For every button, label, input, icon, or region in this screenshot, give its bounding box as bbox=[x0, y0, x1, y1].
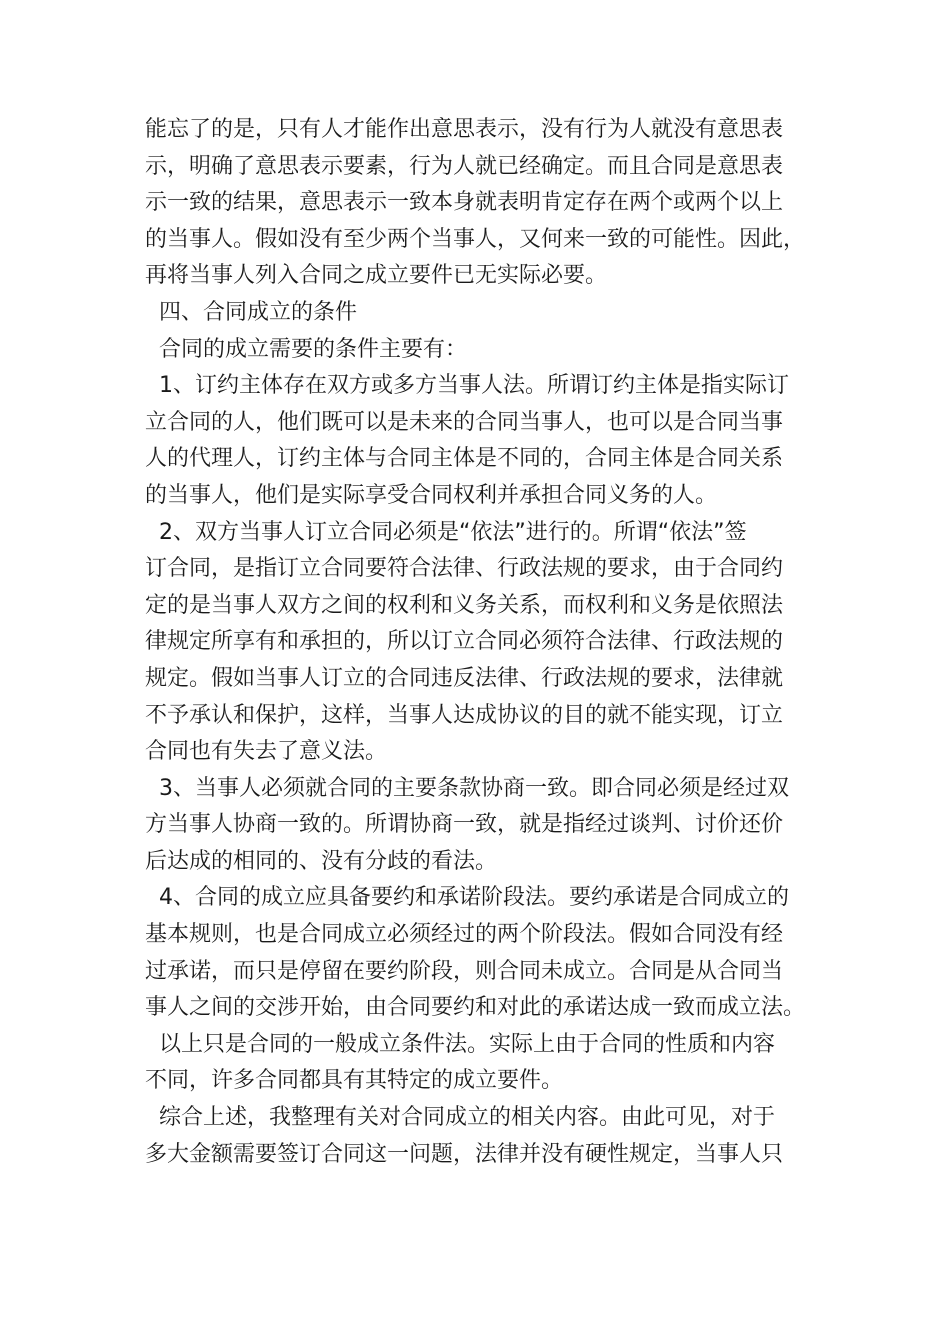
text-line: 再将当事人列入合同之成立要件已无实际必要。 bbox=[145, 263, 608, 289]
text-line: 能忘了的是，只有人才能作出意思表示，没有行为人就没有意思表 bbox=[145, 117, 784, 142]
text-line: 的当事人，他们是实际享受合同权利并承担合同义务的人。 bbox=[145, 482, 718, 508]
text-line: 人的代理人，订约主体与合同主体是不同的，合同主体是合同关系 bbox=[145, 446, 784, 472]
text-line: 综合上述，我整理有关对合同成立的相关内容。由此可见，对于 bbox=[145, 1105, 775, 1131]
text-line: 定的是当事人双方之间的权利和义务关系，而权利和义务是依照法 bbox=[145, 592, 784, 618]
text-line: 方当事人协商一致的。所谓协商一致，就是指经过谈判、讨价还价 bbox=[145, 812, 784, 838]
text-line: 2、双方当事人订立合同必须是“依法”进行的。所谓“依法”签 bbox=[145, 519, 747, 545]
text-line: 1、订约主体存在双方或多方当事人法。所谓订约主体是指实际订 bbox=[145, 373, 789, 399]
text-line: 律规定所享有和承担的，所以订立合同必须符合法律、行政法规的 bbox=[145, 629, 784, 655]
text-line: 以上只是合同的一般成立条件法。实际上由于合同的性质和内容 bbox=[145, 1031, 775, 1057]
text-line: 不予承认和保护，这样，当事人达成协议的目的就不能实现，订立 bbox=[145, 702, 784, 728]
section-heading: 四、合同成立的条件 bbox=[145, 299, 357, 325]
text-line: 合同也有失去了意义法。 bbox=[145, 739, 388, 765]
text-line: 规定。假如当事人订立的合同违反法律、行政法规的要求，法律就 bbox=[145, 665, 784, 691]
text-line: 合同的成立需要的条件主要有： bbox=[145, 336, 467, 362]
text-line: 示一致的结果，意思表示一致本身就表明肯定存在两个或两个以上 bbox=[145, 190, 784, 216]
text-line: 的当事人。假如没有至少两个当事人，又何来一致的可能性。因此， bbox=[145, 226, 806, 252]
text-line: 4、合同的成立应具备要约和承诺阶段法。要约承诺是合同成立的 bbox=[145, 885, 789, 911]
text-line: 示，明确了意思表示要素，行为人就已经确定。而且合同是意思表 bbox=[145, 153, 784, 179]
text-line: 多大金额需要签订合同这一问题，法律并没有硬性规定，当事人只 bbox=[145, 1141, 784, 1167]
text-line: 3、当事人必须就合同的主要条款协商一致。即合同必须是经过双 bbox=[145, 775, 789, 801]
text-line: 过承诺，而只是停留在要约阶段，则合同未成立。合同是从合同当 bbox=[145, 958, 784, 984]
document-body bbox=[145, 112, 825, 1173]
text-line: 立合同的人，他们既可以是未来的合同当事人，也可以是合同当事 bbox=[145, 409, 784, 435]
text-line: 后达成的相同的、没有分歧的看法。 bbox=[145, 848, 498, 874]
text-line: 订合同，是指订立合同要符合法律、行政法规的要求，由于合同约 bbox=[145, 556, 784, 582]
text-line: 事人之间的交涉开始，由合同要约和对此的承诺达成一致而成立法。 bbox=[145, 995, 806, 1021]
text-line: 不同，许多合同都具有其特定的成立要件。 bbox=[145, 1068, 564, 1094]
text-line: 基本规则，也是合同成立必须经过的两个阶段法。假如合同没有经 bbox=[145, 922, 784, 948]
